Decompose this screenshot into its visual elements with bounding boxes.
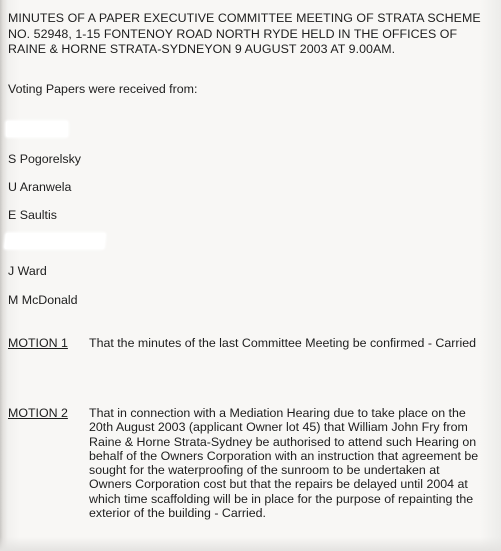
voter-name: J Ward xyxy=(8,264,47,278)
redacted-voter-name xyxy=(6,121,68,137)
motion-2-text: That in connection with a Mediation Hearing due to take place on the 20th August 2003 (applicant Owner lot 45) that William John Fry from Raine & Horne Strata-Sydney be authorised to attend such Hearing on behalf of the Owners Corporation with an instruction that agreement be sought for the waterproofing of the sunroom to be undertaken at Owners Corporation cost but that the repairs be delayed until 2004 at which time scaffolding will be in place for the purpose of repainting the exterior of the building - Carried. xyxy=(89,406,479,521)
voter-name: E Saultis xyxy=(8,208,57,222)
voter-name: S Pogorelsky xyxy=(8,152,82,166)
motion-2-label: MOTION 2 xyxy=(8,406,68,420)
page-edge-shadow xyxy=(0,537,501,551)
voting-intro: Voting Papers were received from: xyxy=(8,82,198,96)
motion-1-text: That the minutes of the last Committee Meeting be confirmed - Carried xyxy=(89,336,477,350)
minutes-heading: MINUTES OF A PAPER EXECUTIVE COMMITTEE MEETING OF STRATA SCHEME NO. 52948, 1-15 FONTENOY ROAD NORTH RYDE HELD IN THE OFFICES OF RAINE & HORNE STRATA-SYDNEYON 9 AUGUST 2003 AT 9.00AM. xyxy=(8,11,481,56)
voter-name: U Aranwela xyxy=(8,180,72,194)
voter-name: M McDonald xyxy=(8,293,78,307)
redacted-voter-name xyxy=(4,233,106,249)
motion-1-label: MOTION 1 xyxy=(8,336,68,350)
